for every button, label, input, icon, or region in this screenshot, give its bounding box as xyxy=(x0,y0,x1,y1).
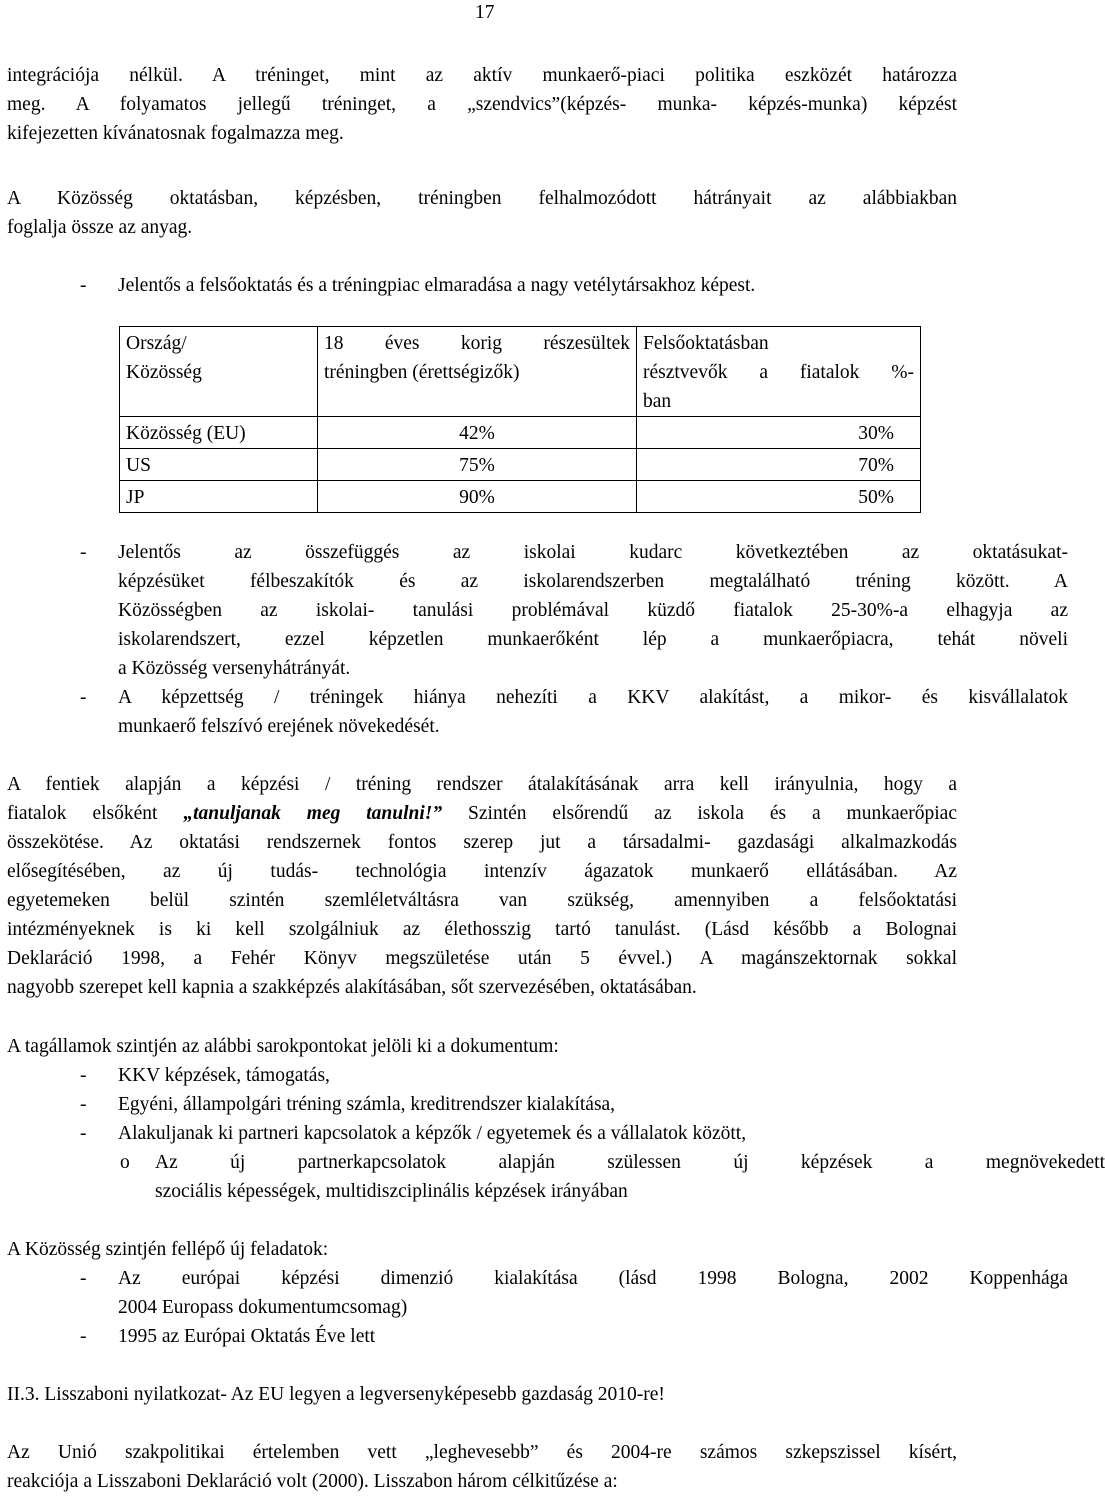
text-span: fiatalok elsőként xyxy=(7,803,184,824)
header-text: résztvevők a fiatalok %- xyxy=(643,362,914,383)
bullet-dash: - xyxy=(80,542,87,563)
text-line: Deklaráció 1998, a Fehér Könyv megszületése után 5 évvel.) A magánszektornak sokkal xyxy=(7,948,957,969)
header-text: Ország/ xyxy=(126,333,187,354)
bullet-text: KKV képzések, támogatás, xyxy=(118,1065,330,1086)
bullet-dash: - xyxy=(80,687,87,708)
header-text: ban xyxy=(643,391,672,412)
header-training xyxy=(318,327,637,417)
header-higher-education xyxy=(637,327,921,417)
header-text: Közösség xyxy=(126,362,202,383)
emphasis-text: „tanuljanak meg tanulni!” xyxy=(183,803,443,824)
bullet-text: 1995 az Európai Oktatás Éve lett xyxy=(118,1326,376,1347)
bullet-text: Alakuljanak ki partneri kapcsolatok a képzők / egyetemek és a vállalatok között, xyxy=(118,1123,747,1144)
statistics-table xyxy=(119,326,921,513)
text-line: elősegítésében, az új tudás- technológia intenzív ágazatok munkaerő ellátásában. Az xyxy=(7,861,957,882)
list-item xyxy=(7,1322,1068,1351)
text-line: Az európai képzési dimenzió kialakítása (lásd 1998 Bologna, 2002 Koppenhága xyxy=(118,1268,1068,1289)
text-line: nagyobb szerepet kell kapnia a szakképzés alakításában, sőt szervezésében, oktatásában. xyxy=(7,977,697,998)
bullet-3 xyxy=(7,683,1068,741)
sub-bullet-mark: o xyxy=(120,1152,130,1173)
intro-paragraph xyxy=(7,61,957,148)
cell-country: Közösség (EU) xyxy=(120,417,318,449)
text-line: foglalja össze az anyag. xyxy=(7,217,193,238)
cell-value: 30% xyxy=(637,417,921,449)
cell-value: 90% xyxy=(318,481,637,513)
text-line: munkaerő felszívó erejének növekedését. xyxy=(118,716,440,737)
text-line xyxy=(7,799,957,828)
header-text: tréningben (érettségizők) xyxy=(324,362,520,383)
text-line: 2004 Europass dokumentumcsomag) xyxy=(118,1297,408,1318)
text-line: Az új partnerkapcsolatok alapján szülessen új képzések a megnövekedett xyxy=(155,1152,1105,1173)
cell-country: US xyxy=(120,449,318,481)
bullet-text: Egyéni, állampolgári tréning számla, kreditrendszer kialakítása, xyxy=(118,1094,616,1115)
sub-list-item xyxy=(7,1148,1105,1206)
cell-value: 50% xyxy=(637,481,921,513)
text-line: A Közösség oktatásban, képzésben, tréningben felhalmozódott hátrányait az alábbiakban xyxy=(7,188,957,209)
text-line: iskolarendszert, ezzel képzetlen munkaerőként lép a munkaerőpiacra, tehát növeli xyxy=(118,629,1068,650)
text-line: szociális képességek, multidiszciplinális képzések irányában xyxy=(155,1181,628,1202)
text-line: integrációja nélkül. A tréninget, mint az aktív munkaerő-piaci politika eszközét határozza xyxy=(7,65,957,86)
cell-country: JP xyxy=(120,481,318,513)
bullet-dash: - xyxy=(80,1123,87,1144)
text-line: reakciója a Lisszaboni Deklaráció volt (2000). Lisszabon három célkitűzése a: xyxy=(7,1471,618,1492)
list-item xyxy=(7,1090,1068,1119)
heading-text: II.3. Lisszaboni nyilatkozat- Az EU legyen a legversenyképesebb gazdaság 2010-re! xyxy=(7,1384,665,1405)
bullet-dash: - xyxy=(80,1268,87,1289)
header-country xyxy=(120,327,318,417)
text-line: meg. A folyamatos jellegű tréninget, a „szendvics”(képzés- munka- képzés-munka) képzést xyxy=(7,94,957,115)
paragraph-4 xyxy=(7,1032,957,1061)
header-text: 18 éves korig részesültek xyxy=(324,333,630,354)
text-line: képzésüket félbeszakítók és az iskolarendszerben megtalálható tréning között. A xyxy=(118,571,1068,592)
cell-value: 70% xyxy=(637,449,921,481)
text-line: Jelentős az összefüggés az iskolai kudarc következtében az oktatásukat- xyxy=(118,542,1068,563)
cell-value: 75% xyxy=(318,449,637,481)
text-line: A Közösség szintjén fellépő új feladatok: xyxy=(7,1239,329,1260)
section-heading xyxy=(7,1380,957,1409)
paragraph-6 xyxy=(7,1438,957,1496)
list-item xyxy=(7,1119,1068,1148)
paragraph-3 xyxy=(7,770,957,1002)
paragraph-5 xyxy=(7,1235,957,1264)
text-line: A képzettség / tréningek hiánya nehezíti a KKV alakítást, a mikor- és kisvállalatok xyxy=(118,687,1068,708)
list-item xyxy=(7,1061,1068,1090)
bullet-dash: - xyxy=(80,1065,87,1086)
list-item xyxy=(7,1264,1068,1322)
text-line: a Közösség versenyhátrányát. xyxy=(118,658,351,679)
table-row xyxy=(120,481,921,513)
text-line: Közösségben az iskolai- tanulási problémával küzdő fiatalok 25-30%-a elhagyja az xyxy=(118,600,1068,621)
bullet-dash: - xyxy=(80,1326,87,1347)
table-row xyxy=(120,449,921,481)
text-line: intézményeknek is ki kell szolgálniuk az élethosszig tartó tanulást. (Lásd később a Bolognai xyxy=(7,919,957,940)
bullet-dash: - xyxy=(80,275,87,296)
text-line: egyetemeken belül szintén szemléletváltásra van szükség, amennyiben a felsőoktatási xyxy=(7,890,957,911)
page-number: 17 xyxy=(475,2,495,23)
text-line: A tagállamok szintjén az alábbi sarokpontokat jelöli ki a dokumentum: xyxy=(7,1036,559,1057)
text-span: Szintén elsőrendű az iskola és a munkaerőpiac xyxy=(442,803,957,824)
cell-value: 42% xyxy=(318,417,637,449)
text-line: Az Unió szakpolitikai értelemben vett „leghevesebb” és 2004-re számos szkepszissel kísért, xyxy=(7,1442,957,1463)
text-line: összekötése. Az oktatási rendszernek fontos szerep jut a társadalmi- gazdasági alkalmazkodás xyxy=(7,832,957,853)
table-row xyxy=(120,417,921,449)
bullet-2 xyxy=(7,538,1068,683)
table-header-row xyxy=(120,327,921,417)
text-line: kifejezetten kívánatosnak fogalmazza meg. xyxy=(7,123,344,144)
paragraph-2 xyxy=(7,184,957,242)
bullet-1 xyxy=(7,271,957,300)
header-text: Felsőoktatásban xyxy=(643,333,769,354)
bullet-dash: - xyxy=(80,1094,87,1115)
bullet-text: Jelentős a felsőoktatás és a tréningpiac elmaradása a nagy vetélytársakhoz képest. xyxy=(118,275,756,296)
text-line: A fentiek alapján a képzési / tréning rendszer átalakításának arra kell irányulnia, hogy a xyxy=(7,774,957,795)
